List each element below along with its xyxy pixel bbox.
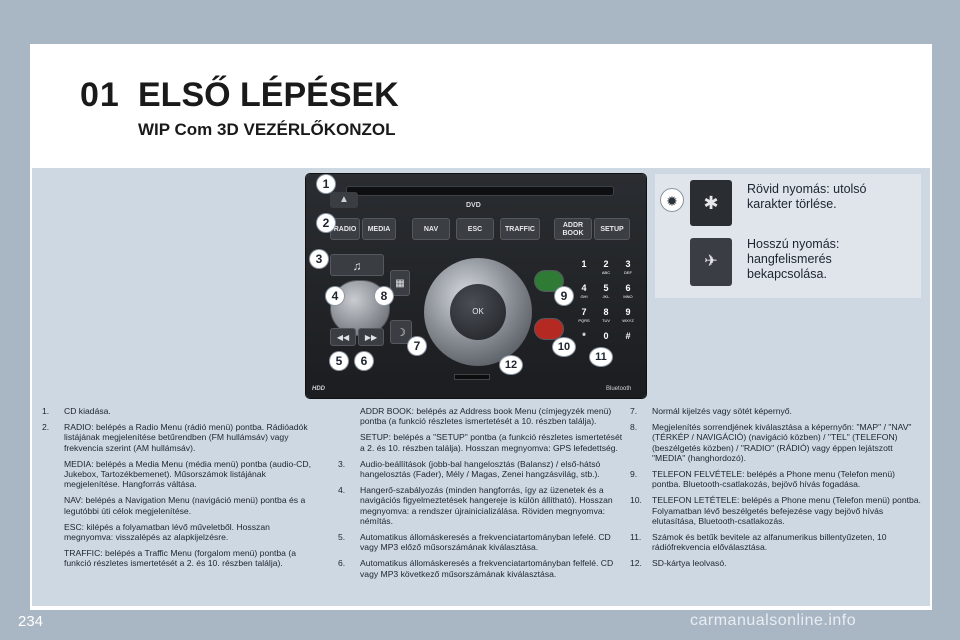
item-text: Automatikus állomáskeresés a frekvenciatartományban felfelé. CD vagy MP3 következő műsorszámának kiválasztása. — [360, 558, 614, 579]
seek-forward-icon[interactable]: ▶▶ — [358, 328, 384, 346]
eject-icon[interactable]: ▲ — [330, 192, 358, 208]
item-text: Audio-beállítások (jobb-bal hangelosztás (Balansz) / első-hátsó hangelosztás (Fader), Mély / Magas, Zenei hangzásvilág, stb.). — [360, 458, 601, 480]
item-text: NAV: belépés a Navigation Menu (navigáció menü) pontba és a legutóbbi úti célok megjelenítése. — [64, 495, 306, 516]
key-6[interactable]: 6 MNO — [623, 283, 633, 299]
list-item — [338, 485, 624, 526]
callout-10: 10 — [553, 338, 575, 356]
phone-hangup-icon[interactable] — [534, 318, 564, 340]
item-number: 11. — [630, 532, 642, 543]
text-column-middle — [338, 406, 624, 585]
item-text: TRAFFIC: belépés a Traffic Menu (forgalom menü) pontba (a funkció részletes ismertetését a 2. és 10. részben találja). — [64, 548, 296, 569]
item-number: 10. — [630, 495, 642, 506]
key-2[interactable]: 2 ABC — [601, 259, 611, 275]
long-press-text: Hosszú nyomás: hangfelismerés bekapcsolása. — [747, 237, 840, 281]
top-button-row — [306, 218, 646, 240]
key-0[interactable]: 0 — [603, 331, 609, 341]
item-text: SETUP: belépés a "SETUP" pontba (a funkció részletes ismertetését a 2. és 10. részben találja). Hosszan megnyomva: GPS lefedettség. — [360, 432, 623, 453]
keypad-thumbnail-icon: ✱ — [690, 180, 732, 226]
item-text: TELEFON FELVÉTELE: belépés a Phone menu (Telefon menü) pontba. Bluetooth-csatlakozás, bejövő hívás fogadása. — [652, 469, 895, 490]
item-number: 2. — [42, 422, 50, 433]
callout-7: 7 — [408, 337, 426, 355]
list-item — [630, 532, 922, 552]
callout-2: 2 — [317, 214, 335, 232]
chapter-title: ELSŐ LÉPÉSEK — [138, 76, 399, 114]
list-item — [630, 406, 922, 416]
item-text: Megjelenítés sorrendjének kiválasztása a képernyőn: "MAP" / "NAV" (TÉRKÉP / NAVIGÁCIÓ) (navigáció közben) / "TEL" (TELEFON) (beszélgetés közben) / "RADIO" (RÁDIÓ) vagy éppen lejátszott "MEDIA" (hanghordozó). — [652, 422, 912, 463]
item-number: 9. — [630, 469, 638, 480]
list-item — [630, 469, 922, 489]
list-item — [42, 406, 320, 416]
hdd-label: HDD — [312, 386, 325, 392]
item-text: RADIO: belépés a Radio Menu (rádió menü) pontba. Rádióadók listájának megjelenítése betűrendben (FM hullámsáv) vagy frekvencia szerint (AM hullámsáv). — [64, 422, 308, 453]
dvd-logo: DVD — [466, 202, 481, 209]
item-number: 7. — [630, 406, 638, 416]
list-item — [630, 422, 922, 463]
item-text: TELEFON LETÉTELE: belépés a Phone menu (Telefon menü) pontba. Folyamatban lévő beszélgetés befejezése vagy bejövő hívás elutasítása, Bluetooth-csatlakozás. — [652, 495, 921, 526]
alphanumeric-keypad — [574, 252, 638, 352]
music-note-icon[interactable]: ♫ — [330, 254, 384, 276]
backspace-button-icon: ✹ — [660, 188, 684, 212]
text-column-right — [630, 406, 922, 575]
callout-12: 12 — [500, 356, 522, 374]
ok-button[interactable]: OK — [450, 284, 506, 340]
item-number: 4. — [338, 485, 346, 496]
list-item — [338, 459, 624, 479]
chapter-number: 01 — [80, 76, 120, 114]
list-item — [338, 532, 624, 552]
key-1[interactable]: 1 — [581, 259, 587, 269]
item-text: Normál kijelzés vagy sötét képernyő. — [652, 406, 792, 416]
short-press-text: Rövid nyomás: utolsó karakter törlése. — [747, 182, 867, 211]
list-item — [630, 495, 922, 526]
addr-book-button[interactable]: ADDR BOOK — [554, 218, 592, 240]
key-9[interactable]: 9 WXYZ — [622, 307, 634, 323]
item-number: 6. — [338, 558, 346, 569]
callout-3: 3 — [310, 250, 328, 268]
setup-button[interactable]: SETUP — [594, 218, 630, 240]
callout-6: 6 — [355, 352, 373, 370]
voice-recognition-icon: ✈ — [690, 238, 732, 286]
section-subtitle: WIP Com 3D VEZÉRLŐKONZOL — [138, 120, 396, 139]
list-item — [338, 558, 624, 578]
list-item — [42, 422, 320, 568]
list-item — [630, 558, 922, 568]
item-number: 3. — [338, 458, 346, 469]
esc-button[interactable]: ESC — [456, 218, 494, 240]
sd-card-slot — [454, 374, 490, 380]
cd-slot — [346, 186, 614, 196]
item-number: 5. — [338, 532, 346, 543]
display-mode-icon[interactable]: ▦ — [390, 270, 410, 296]
key-star[interactable]: * — [582, 331, 586, 341]
item-text: CD kiadása. — [64, 406, 111, 416]
key-7[interactable]: 7 PQRS — [578, 307, 590, 323]
nav-button[interactable]: NAV — [412, 218, 450, 240]
callout-5: 5 — [330, 352, 348, 370]
key-8[interactable]: 8 TUV — [602, 307, 610, 323]
key-4[interactable]: 4 GHI — [580, 283, 588, 299]
watermark: carmanualsonline.info — [690, 612, 857, 629]
item-text: Automatikus állomáskeresés a frekvenciatartományban lefelé. CD vagy MP3 előző műsorszámának kiválasztása. — [360, 532, 611, 553]
item-text: MEDIA: belépés a Media Menu (média menü) pontba (audio-CD, Jukebox, Tartozékbemenet). Műsorszámok listájának megjelenítése. Hangforrás váltása. — [64, 458, 311, 490]
callout-8: 8 — [375, 287, 393, 305]
seek-back-icon[interactable]: ◀◀ — [330, 328, 356, 346]
key-3[interactable]: 3 DEF — [624, 259, 632, 275]
callout-9: 9 — [555, 287, 573, 305]
traffic-button[interactable]: TRAFFIC — [500, 218, 540, 240]
callout-1: 1 — [317, 175, 335, 193]
moon-icon[interactable]: ☽ — [390, 320, 412, 344]
key-5[interactable]: 5 JKL — [602, 283, 610, 299]
callout-4: 4 — [326, 287, 344, 305]
item-number: 8. — [630, 422, 638, 433]
radio-button[interactable]: RADIO — [330, 218, 360, 240]
bluetooth-label: Bluetooth — [606, 386, 632, 392]
media-button[interactable]: MEDIA — [362, 218, 396, 240]
item-number: 12. — [630, 558, 642, 569]
item-text: ADDR BOOK: belépés az Address book Menu (címjegyzék menü) pontba (a funkció részletes ismertetését a 10. részben találja). — [360, 406, 612, 427]
callout-11: 11 — [590, 348, 612, 366]
text-column-left — [42, 406, 320, 575]
item-text: Hangerő-szabályozás (minden hangforrás, így az üzenetek és a navigációs figyelmeztetések hangereje is külön állítható). Hosszan megnyomva: a rendszer újrainicializálása. Röviden megnyomva: némítás. — [360, 485, 613, 526]
item-text: ESC: kilépés a folyamatban lévő műveletből. Hosszan megnyomva: visszalépés az alapkijelzésre. — [64, 521, 270, 543]
item-text: SD-kártya leolvasó. — [652, 558, 727, 569]
item-number: 1. — [42, 406, 50, 416]
page-number: 234 — [18, 613, 44, 630]
item-text: Számok és betűk bevitele az alfanumerikus billentyűzeten, 10 rádiófrekvencia előválasztása. — [652, 532, 887, 553]
key-hash[interactable]: # — [625, 331, 631, 341]
